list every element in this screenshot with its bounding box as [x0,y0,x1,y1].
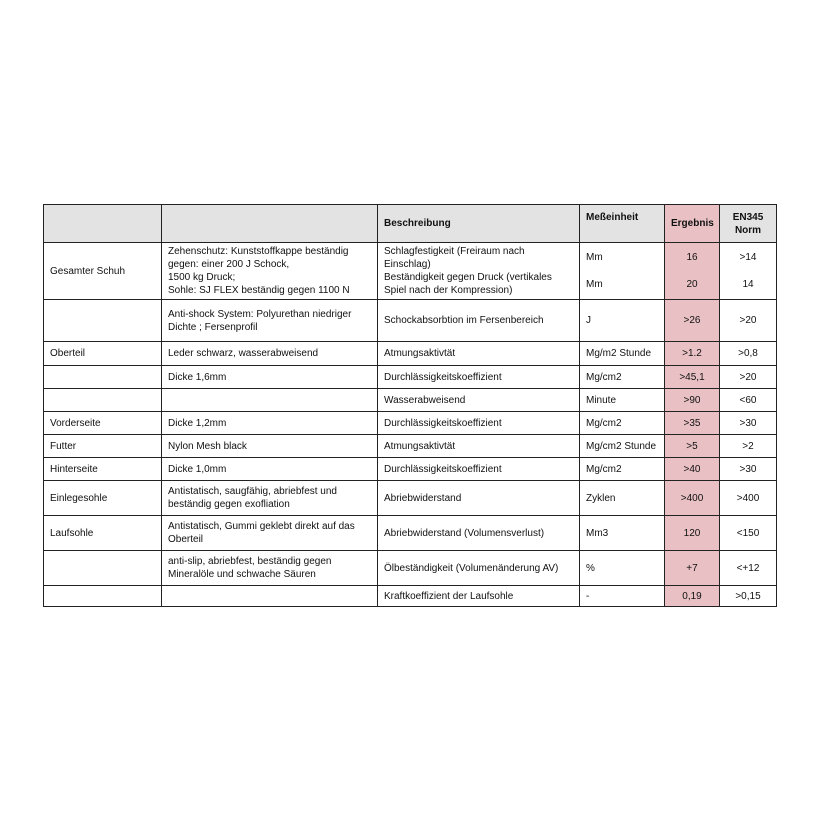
cell-material-line: Dicke 1,0mm [168,463,227,475]
cell-unit-line: Mg/cm2 [586,371,622,383]
cell-material-line: Zehenschutz: Kunststoffkappe beständig [168,246,349,257]
cell-material [162,412,378,435]
cell-unit-line: % [586,562,595,574]
cell-description [378,412,580,435]
cell-norm-line: >0,8 [738,348,758,359]
cell-material [162,300,378,342]
cell-unit [580,389,665,412]
cell-norm-line: <+12 [736,562,760,574]
cell-result [665,586,720,607]
cell-result-line: >400 [680,492,704,504]
cell-unit-line: Mg/m2 Stunde [586,348,652,359]
cell-result-line: 20 [686,279,698,290]
cell-material-line: Mineralöle und schwache Säuren [168,569,316,580]
table-row [44,243,777,300]
cell-description-line: Spiel nach der Kompression) [384,285,513,296]
cell-unit-line: Mg/cm2 [586,417,622,429]
cell-unit [580,300,665,342]
cell-norm-line: 14 [742,279,754,290]
cell-unit-line: Mg/cm2 [586,463,622,475]
cell-norm-line: >30 [739,417,757,429]
cell-material [162,458,378,481]
cell-material-line: Oberteil [168,534,204,545]
cell-material [162,586,378,607]
header-description: Beschreibung [378,205,580,243]
header-part [44,205,162,243]
cell-description [378,243,580,300]
cell-result-line: 16 [686,252,698,263]
cell-result-line: >26 [683,315,701,326]
cell-part: Oberteil [44,342,162,366]
cell-result [665,300,720,342]
cell-norm [720,300,777,342]
cell-norm-line: >2 [742,440,754,452]
cell-material-line: Sohle: SJ FLEX beständig gegen 1100 N [168,285,350,296]
cell-unit-line: Mg/cm2 Stunde [586,440,657,452]
cell-result-line: 0,19 [682,590,702,602]
table-row [44,481,777,516]
cell-unit [580,458,665,481]
cell-part [44,366,162,389]
cell-norm [720,435,777,458]
cell-norm-line: >30 [739,463,757,475]
cell-description-line: Beständigkeit gegen Druck (vertikales [384,272,552,283]
cell-part: Hinterseite [44,458,162,481]
cell-result [665,516,720,551]
cell-part [44,389,162,412]
cell-material [162,389,378,412]
cell-part: Laufsohle [44,516,162,551]
cell-description-line: Atmungsaktivtät [384,348,456,359]
cell-description-line: Durchlässigkeitskoeffizient [384,463,502,475]
cell-result-line: >5 [686,440,698,452]
header-row [44,205,777,243]
cell-material [162,551,378,586]
cell-description-line: Schockabsorbtion im Fersenbereich [384,315,544,326]
cell-result [665,481,720,516]
cell-result [665,435,720,458]
cell-norm-line: <150 [736,527,760,539]
cell-result-line: >40 [683,463,701,475]
spec-table [43,204,777,607]
cell-material-line: Leder schwarz, wasserabweisend [168,348,319,359]
cell-result [665,551,720,586]
cell-unit [580,481,665,516]
table-row [44,412,777,435]
cell-unit [580,243,665,300]
header-result: Ergebnis [665,205,720,243]
cell-norm [720,586,777,607]
cell-material-line: Nylon Mesh black [168,440,247,452]
table-row [44,435,777,458]
cell-description-line: Abriebwiderstand [384,492,462,504]
cell-unit-line: - [586,590,590,602]
cell-description-line: Durchlässigkeitskoeffizient [384,417,502,429]
cell-unit [580,366,665,389]
cell-norm-line: >400 [736,492,760,504]
cell-part: Futter [44,435,162,458]
cell-unit-line: Mm3 [586,527,609,539]
cell-description [378,366,580,389]
cell-material-line: Antistatisch, Gummi geklebt direkt auf das [168,521,355,532]
cell-norm [720,412,777,435]
cell-unit [580,586,665,607]
cell-unit [580,516,665,551]
cell-description [378,342,580,366]
cell-result [665,366,720,389]
cell-description [378,516,580,551]
cell-norm [720,243,777,300]
cell-unit [580,435,665,458]
cell-unit-line: J [586,315,591,326]
cell-description-line: Abriebwiderstand (Volumensverlust) [384,527,545,539]
cell-description [378,481,580,516]
cell-result-line: +7 [686,562,698,574]
cell-unit [580,342,665,366]
cell-material [162,481,378,516]
cell-norm-line: >14 [739,252,757,263]
cell-part: Vorderseite [44,412,162,435]
cell-norm-line: >20 [739,315,757,326]
cell-result-line: 120 [683,527,701,539]
table-row [44,516,777,551]
cell-description [378,300,580,342]
cell-unit-line: Mm [586,252,603,263]
header-material [162,205,378,243]
cell-norm-line: >0,15 [735,590,761,602]
cell-material-line: 1500 kg Druck; [168,272,236,283]
cell-description [378,435,580,458]
cell-part: Gesamter Schuh [44,243,162,300]
cell-result [665,243,720,300]
cell-norm-line: >20 [739,371,757,383]
cell-description-line: Ölbeständigkeit (Volumenänderung AV) [384,562,559,574]
cell-norm [720,342,777,366]
cell-material-line: Dicke 1,2mm [168,417,227,429]
cell-description [378,586,580,607]
cell-part [44,586,162,607]
cell-result-line: >45,1 [679,371,705,383]
cell-result [665,458,720,481]
cell-material-line: Antistatisch, saugfähig, abriebfest und [168,486,337,497]
cell-description-line: Atmungsaktivtät [384,440,456,452]
table-row [44,389,777,412]
cell-material-line: anti-slip, abriebfest, beständig gegen [168,556,332,567]
cell-material [162,342,378,366]
cell-part: Einlegesohle [44,481,162,516]
cell-material [162,243,378,300]
table-row [44,300,777,342]
cell-result [665,342,720,366]
cell-norm [720,516,777,551]
cell-material-line: Anti-shock System: Polyurethan niedriger [168,308,352,320]
cell-result-line: >35 [683,417,701,429]
cell-result [665,389,720,412]
cell-description-line: Durchlässigkeitskoeffizient [384,371,502,383]
cell-unit-line: Minute [586,394,617,406]
cell-result-line: >1.2 [682,348,702,359]
cell-unit [580,412,665,435]
cell-unit [580,551,665,586]
cell-result [665,412,720,435]
table-row [44,366,777,389]
cell-norm [720,551,777,586]
cell-description-line: Wasserabweisend [384,394,466,406]
cell-material [162,435,378,458]
cell-norm [720,366,777,389]
cell-norm [720,481,777,516]
cell-norm [720,389,777,412]
table-row [44,551,777,586]
cell-part [44,551,162,586]
cell-description [378,551,580,586]
cell-unit-line: Mm [586,279,603,290]
cell-description [378,458,580,481]
cell-unit-line: Zyklen [586,492,616,504]
cell-material-line: gegen: einer 200 J Schock, [168,259,290,270]
cell-result-line: >90 [683,394,701,406]
cell-material [162,366,378,389]
cell-description [378,389,580,412]
cell-part [44,300,162,342]
cell-material-line: beständig gegen exofliation [168,499,290,510]
cell-description-line: Schlagfestigkeit (Freiraum nach Einschlag) [384,246,525,270]
table-row [44,458,777,481]
header-unit: Meßeinheit [580,205,665,243]
header-norm: EN345 Norm [720,205,777,243]
table-row [44,586,777,607]
table-row [44,342,777,366]
cell-material [162,516,378,551]
cell-material-line: Dicke 1,6mm [168,371,227,383]
cell-description-line: Kraftkoeffizient der Laufsohle [384,590,514,602]
cell-material-line: Dichte ; Fersenprofil [168,321,258,333]
cell-norm [720,458,777,481]
cell-norm-line: <60 [739,394,757,406]
